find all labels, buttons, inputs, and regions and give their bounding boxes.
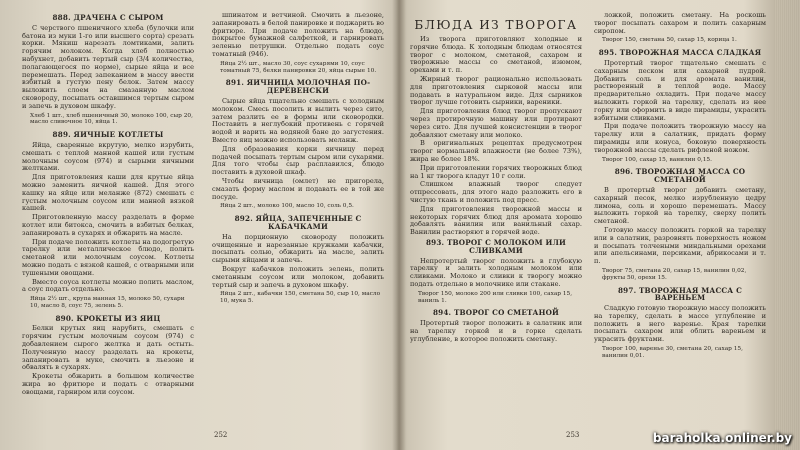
paragraph: Белки крутых яиц нарубить, смешать с горячим густым молочным соусом (974) с добавлением сырого желтка и дать остыть. Полученную массу разделать на крокеты, запанировать в муке, смочить в льезоне и обвалять в сухарях. — [22, 324, 194, 372]
paragraph: Слишком влажный творог следует отпрессовать, для этого надо разложить его в чистую ткань и положить под пресс. — [410, 180, 582, 204]
paragraph: Для приготовления блюд творог пропускают через протирочную машину или протирают через сито. Для лучшей консистенции в творог добавляют сметану или молоко. — [410, 107, 582, 139]
recipe-title: 893. ТВОРОГ С МОЛОКОМ ИЛИ СЛИВКАМИ — [425, 237, 567, 255]
paragraph: Непротертый творог положить в глубокую тарелку и залить холодным молоком или сливками. Молоко и сливки к творогу можно подать отдельно в молочнике или стакане. — [410, 256, 582, 288]
recipe-title: 889. ЯИЧНЫЕ КОТЛЕТЫ — [52, 130, 164, 140]
page-number: 252 — [214, 431, 228, 440]
recipe-title: 894. ТВОРОГ СО СМЕТАНОЙ — [432, 308, 560, 318]
paragraph: Готовую массу положить горкой на тарелку или в салатник, разровнять поверхность ножом и посыпать толчеными миндальными орехами или апельсинами, персиками, абрикосами и т. п. — [594, 225, 766, 266]
recipe-title: 895. ТВОРОЖНАЯ МАССА СЛАДКАЯ — [598, 48, 762, 58]
paragraph: При приготовлении горячих творожных блюд на 1 кг творога кладут 10 г соли. — [410, 163, 582, 180]
page-edges — [774, 0, 800, 450]
paragraph: ложкой, положить сметану. На роскошь творог посыпать сахаром и полить сахарным сиропом. — [594, 11, 766, 35]
recipe-title: 896. ТВОРОЖНАЯ МАССА СО СМЕТАНОЙ — [614, 167, 746, 185]
paragraph: На порционную сковороду положить очищенные и нарезанные кружками кабачки, посыпать солью, обжарить на масле, залить сырыми яйцами и запечь. — [212, 232, 384, 265]
paragraph: Сырые яйца тщательно смешать с холодным молоком. Смесь посолить и вылить через сито, затем разлить ее в формы или сковородки. Поставить в неглубокий противень с горячей водой и варить на водяной бане до загустения. Вместо яиц можно использовать меланж. — [212, 96, 384, 144]
recipe-title: 897. ТВОРОЖНАЯ МАССА С ВАРЕНЬЕМ — [617, 285, 742, 303]
paragraph: Для приготовления каши для крутые яйца можно заменить яичной кашей. Для этого кашку на яйце или меланже (872) смешать с густым молочным соусом или манной вязкой кашей. — [22, 173, 194, 213]
ingredient-note: Яйца 2½ шт., крупа манная 15, молоко 50, сухари 10, масло 8, соус 75, зелень 5. — [30, 296, 185, 309]
paragraph: Чтобы яичница (омлет) не пригорела, смазать форму маслом и подавать ее в той же посуде. — [212, 176, 384, 201]
chapter-title: БЛЮДА ИЗ ТВОРОГА — [414, 18, 578, 32]
paragraph: Приготовленную массу разделать в форме котлет или битокса, смочить в взбитых белках, запанировать в сухарях и обжарить на масле. — [22, 213, 194, 237]
left-page-column-2 — [212, 12, 384, 310]
paragraph: Крокеты обжарить в большом количестве жира во фритюре и подать с отварными овощами, гарниром или соусом. — [22, 372, 194, 396]
paragraph: При подаче положить котлеты на подогретую тарелку или металлическое блюдо, полить сметаной или молочным соусом. Котлеты можно подать с вязкой кашей, с отварными или тушеными овощами. — [22, 237, 194, 277]
paragraph: Сладкую готовую творожную массу положить на тарелку, сделать в массе углубление и положить в него варенье. Края тарелки посыпать сахаром или облить вареньем и украсить фруктами. — [594, 304, 766, 344]
recipe-title: 890. КРОКЕТЫ ИЗ ЯИЦ — [55, 313, 161, 323]
ingredient-note: Творог 75, сметана 20, сахар 15, ванилин 0,02, фрукты 50, орехи 15. — [602, 267, 747, 281]
right-page — [410, 0, 772, 450]
paragraph: Протертый творог тщательно смешать с сахарным песком или сахарной пудрой. Добавить соль и для аромата ванилин, растворенный в теплой воде. Массу предварительно охладить. При подаче массу выложить горкой на тарелку, сделать из нее горку или оформить в виде пирамиды, украсить взбитыми сливками. — [594, 58, 766, 122]
ingredient-note: Творог 150, молоко 200 или сливки 100, сахар 15, ваниль 1. — [418, 290, 573, 304]
ingredient-note: Яйца 2½ шт., масло 30, соус сухарями 10, соус томатный 75, белки панировки 20, яйца сырые 10. — [220, 60, 377, 74]
ingredient-note: Творог 150, сметана 50, сахар 15, корица 1. — [602, 37, 737, 44]
paragraph: В оригинальных рецептах предусмотрен творог нормальной влажности (не более 73%), жира не более 18%. — [410, 139, 582, 163]
paragraph: шпинатом и ветчиной. Смочить в льезоне, запанировать в белой панировке и поджарить во фритюре. При подаче положить на блюдо, покрытое бумажной салфеткой, и гарнировать зеленью петрушки. Отдельно подать соус томатный (946). — [212, 11, 384, 58]
right-page-column-1 — [410, 12, 582, 344]
paragraph: Яйца, сваренные вкрутую, мелко изрубить, смешать с теплой манной кашей или густым молочным соусом (974) и сырыми яичными желтками. — [22, 140, 194, 173]
page-number: 253 — [566, 431, 580, 440]
ingredient-note: Яйца 2 шт., кабачки 150, сметана 50, сыр 10, масло 10, мука 5. — [220, 291, 381, 305]
paragraph: Протертый творог положить в салатник или на тарелку горкой и в горке сделать углубление, в которое положить сметану. — [410, 319, 582, 343]
watermark: baraholka.onliner.by — [652, 431, 792, 445]
book-gutter — [392, 0, 406, 450]
paragraph: Из творога приготовляют холодные и горячие блюда. К холодным блюдам относятся творог с молоком, сметаной, сахаром и творожные массы со сметаной, изюмом, орехами и т. п. — [410, 35, 582, 75]
paragraph: При подаче положить творожную массу на тарелку или в салатник, придать форму пирамиды или конуса, боковую поверхность творожной массы сделать рифленой ножом. — [594, 122, 766, 154]
paragraph: С черствого пшеничного хлеба (булочки или батона из муки 1-го или высшего сорта) срезать корки. Мякиш нарезать ломтиками, залить горячим молоком. Когда хлеб полностью набухнет, добавить тертый сыр (3/4 количества, полагающегося по норме), сырые яйца и все перемешать. Перед запеканием в массу ввести взбитый в густую пену белок. Затем массу выложить слоем на смазанную маслом сковороду, посыпать оставшимся тертым сыром и запечь в духовом шкафу. — [22, 23, 194, 110]
ingredient-note: Яйца 2 шт., молоко 100, масло 10, соль 0,5. — [220, 203, 354, 210]
paragraph: Для образования корки яичницу перед подачей посыпать тертым сыром или сухарями. Для того чтобы сыр расплавился, блюдо поставить в духовой шкаф. — [212, 144, 384, 177]
recipe-title: 888. ДРАЧЕНА С СЫРОМ — [52, 13, 164, 22]
paragraph: Вокруг кабачков положить зелень, полить сметанным соусом или молоком, добавить тертый сыр и запечь в духовом шкафу. — [212, 264, 384, 289]
right-page-column-2 — [594, 12, 766, 365]
paragraph: Для приготовления творожной массы и некоторых горячих блюд для аромата хорошо добавлять ванилин или ванильный сахар. Ванилин растворяют в горячей воде. — [410, 204, 582, 237]
paragraph: Жирный творог рационально использовать для приготовления сырковой массы или подавать в натуральном виде. Для сырников творог лучше готовить сырники, вареники. — [410, 74, 582, 107]
recipe-title: 892. ЯЙЦА, ЗАПЕЧЕННЫЕ С КАБАЧКАМИ — [234, 214, 362, 231]
ingredient-note: Творог 100, варенье 30, сметана 20, сахар 15, ванилин 0,01. — [602, 346, 743, 359]
recipe-title: 891. ЯИЧНИЦА МОЛОЧНАЯ ПО-ДЕРЕВЕНСКИ — [225, 78, 371, 96]
left-page — [16, 0, 390, 450]
paragraph: Вместо соуса котлеты можно полить маслом, а соус подать отдельно. — [22, 277, 194, 294]
ingredient-note: Творог 100, сахар 15, ванилин 0,15. — [602, 156, 712, 163]
ingredient-note: Хлеб 1 шт., хлеб пшеничный 30, молоко 100, сыр 20, масло сливочное 10, яйца 1. — [30, 112, 193, 126]
paragraph: В протертый творог добавить сметану, сахарный песок, мелко изрубленную цедру лимона, соль и хорошо перемешать. Массу выложить горкой на тарелку, сверху полить сметаной. — [594, 185, 766, 226]
left-page-column-1 — [22, 12, 194, 398]
